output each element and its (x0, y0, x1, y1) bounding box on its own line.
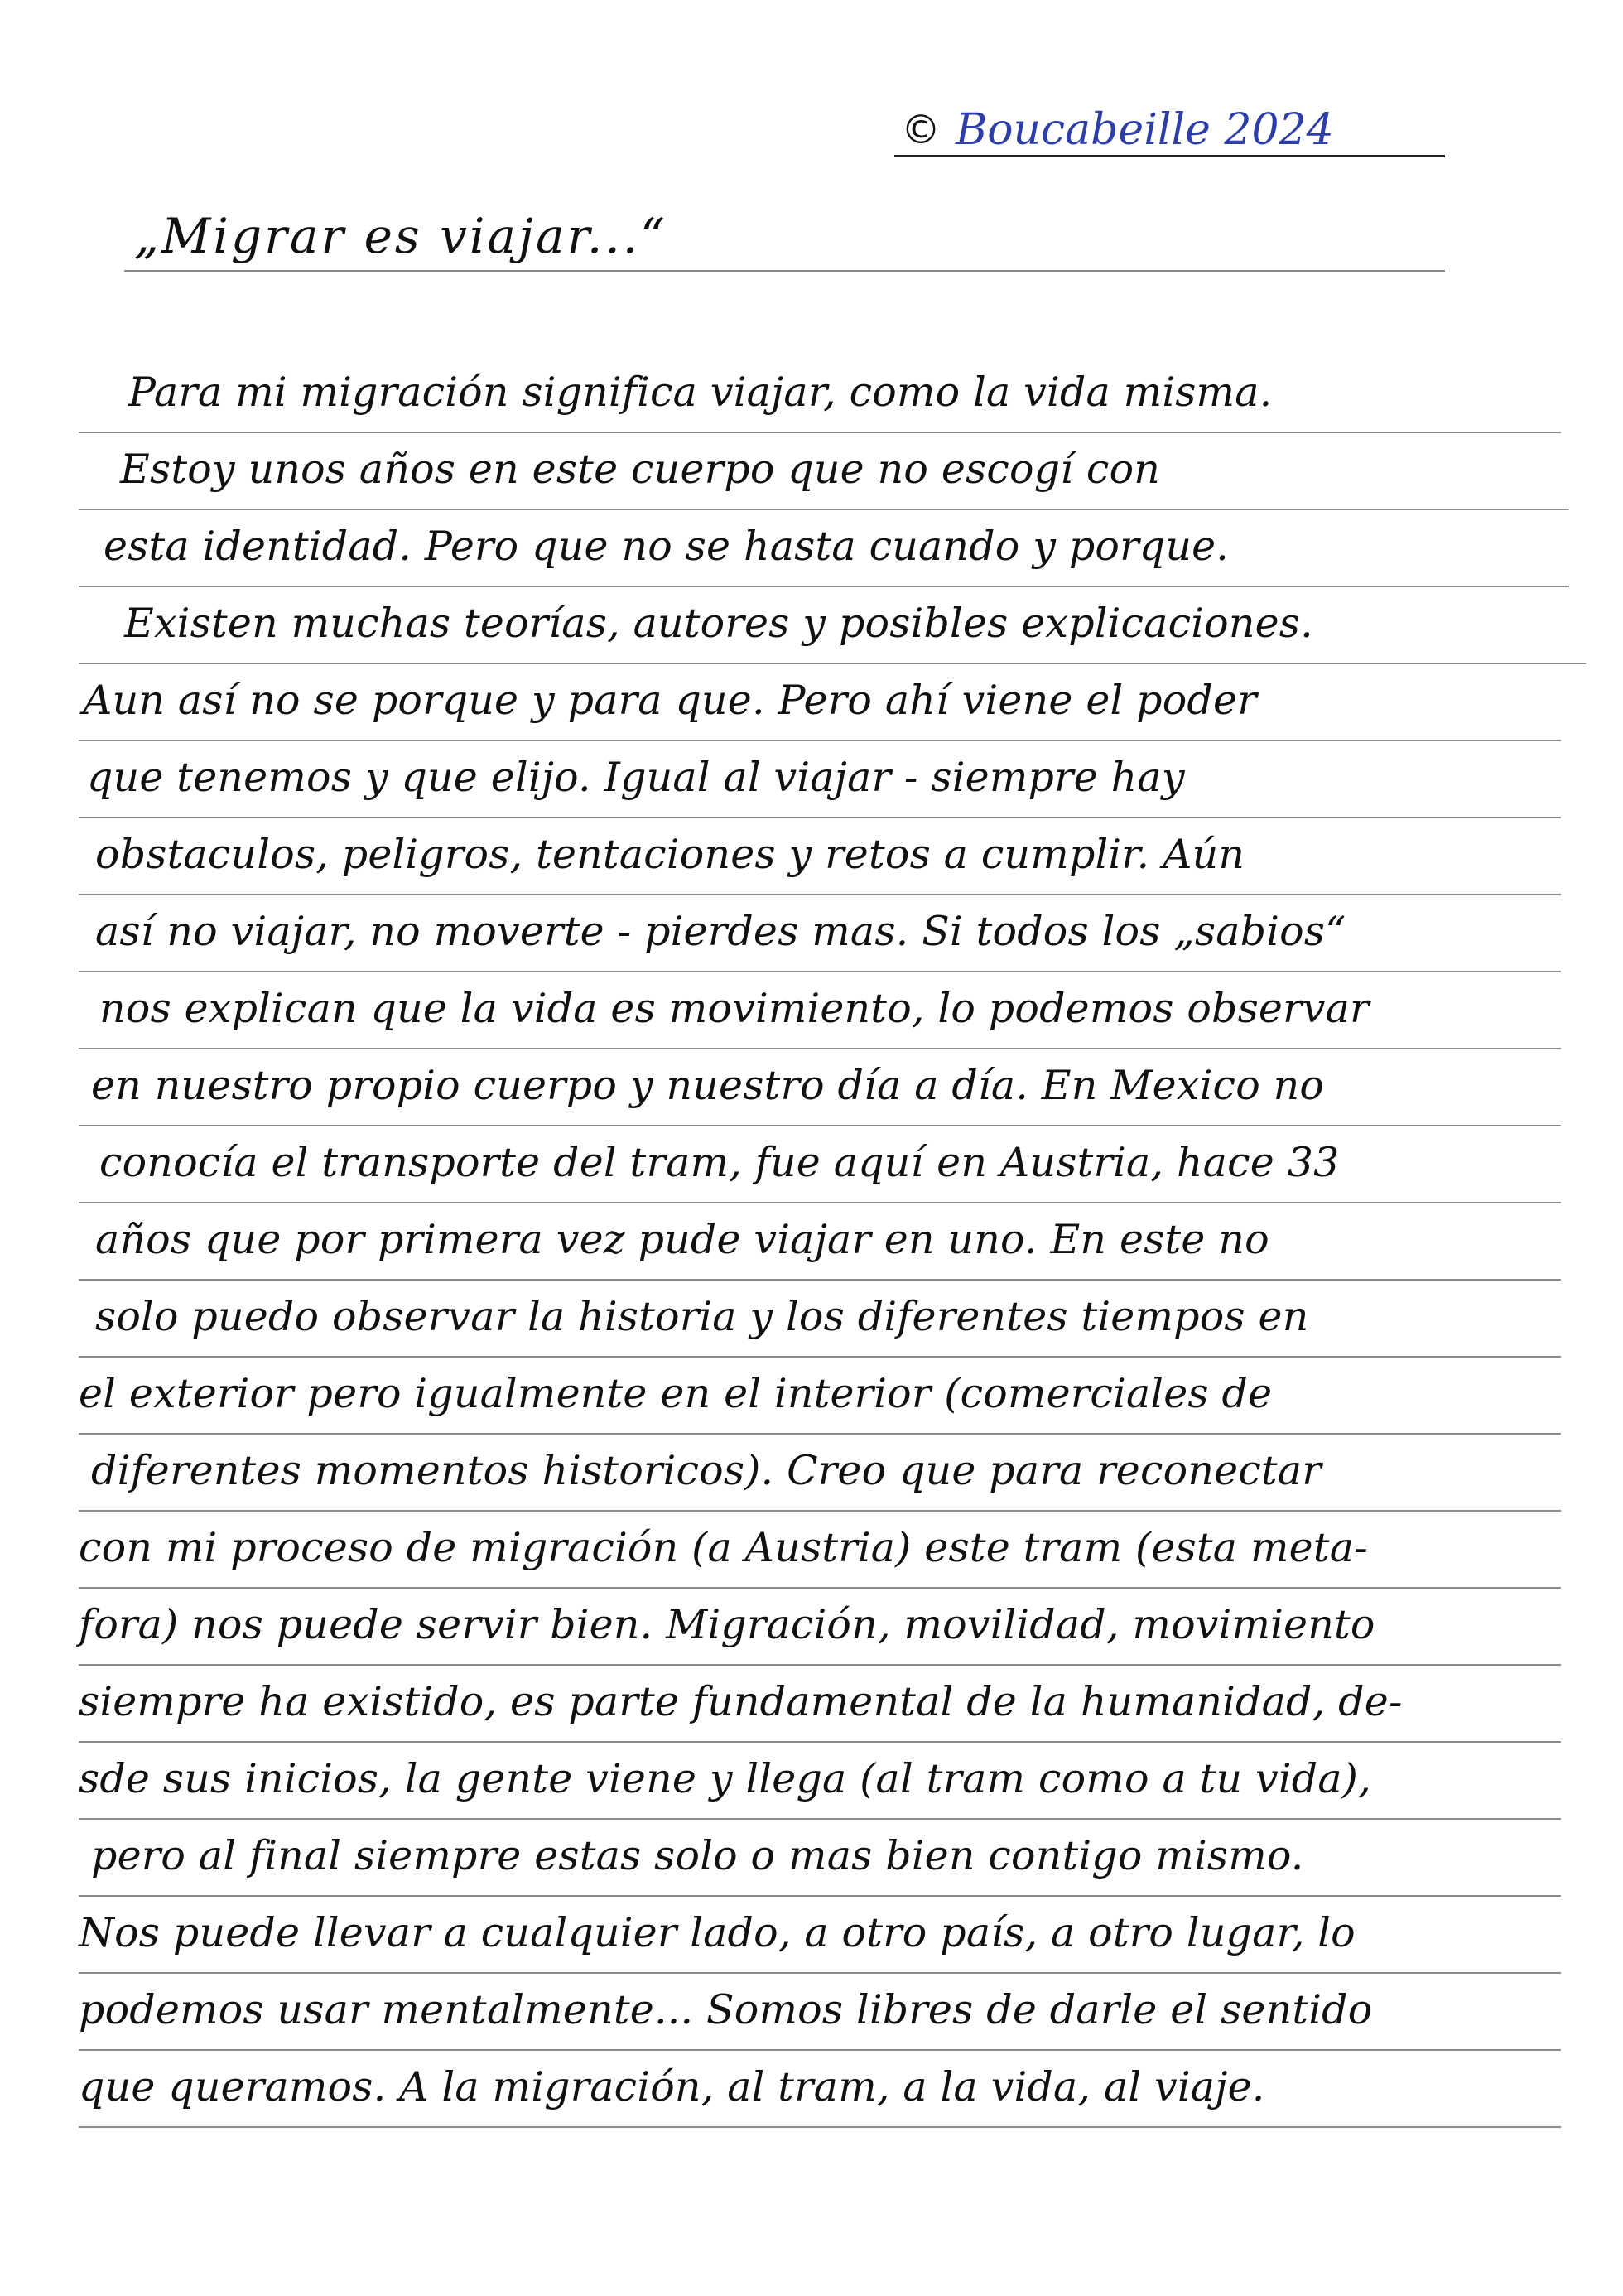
text-line: diferentes momentos historicos). Creo que para reconectar (79, 1435, 1561, 1512)
text-line: Aun así no se porque y para que. Pero ahí viene el poder (79, 664, 1561, 741)
text-line: siempre ha existido, es parte fundamental de la humanidad, de- (79, 1666, 1561, 1743)
text-line: en nuestro propio cuerpo y nuestro día a día. En Mexico no (79, 1049, 1561, 1126)
text-line: solo puedo observar la historia y los diferentes tiempos en (79, 1281, 1561, 1358)
text-line: así no viajar, no moverte - pierdes mas. Si todos los „sabios“ (79, 895, 1561, 972)
text-line: con mi proceso de migración (a Austria) este tram (esta meta- (79, 1512, 1561, 1589)
author-signature: Boucabeille 2024 (956, 105, 1334, 155)
text-line: Existen muchas teorías, autores y posibles explicaciones. (79, 587, 1586, 664)
text-line: esta identidad. Pero que no se hasta cuando y porque. (79, 510, 1569, 587)
text-line: que queramos. A la migración, al tram, a la vida, al viaje. (79, 2051, 1561, 2128)
copyright-line (894, 101, 1445, 157)
text-line: años que por primera vez pude viajar en uno. En este no (79, 1203, 1561, 1281)
page-title: „Migrar es viajar...“ (124, 205, 1445, 272)
text-line: podemos usar mentalmente... Somos libres de darle el sentido (79, 1974, 1561, 2051)
text-line: el exterior pero igualmente en el interior (comerciales de (79, 1358, 1561, 1435)
text-line: sde sus inicios, la gente viene y llega (al tram como a tu vida), (79, 1743, 1561, 1820)
text-line: pero al final siempre estas solo o mas bien contigo mismo. (79, 1820, 1561, 1897)
text-line: Nos puede llevar a cualquier lado, a otro país, a otro lugar, lo (79, 1897, 1561, 1974)
copyright-symbol: © (901, 107, 941, 153)
text-line: que tenemos y que elijo. Igual al viajar - siempre hay (79, 741, 1561, 818)
text-line: obstaculos, peligros, tentaciones y retos a cumplir. Aún (79, 818, 1561, 895)
text-line: Estoy unos años en este cuerpo que no escogí con (79, 433, 1569, 510)
text-line: conocía el transporte del tram, fue aquí en Austria, hace 33 (79, 1126, 1561, 1203)
text-line: Para mi migración significa viajar, como la vida misma. (79, 356, 1561, 433)
text-line: nos explican que la vida es movimiento, lo podemos observar (79, 972, 1561, 1049)
text-line: fora) nos puede servir bien. Migración, movilidad, movimiento (79, 1589, 1561, 1666)
body-text (79, 356, 1623, 2128)
